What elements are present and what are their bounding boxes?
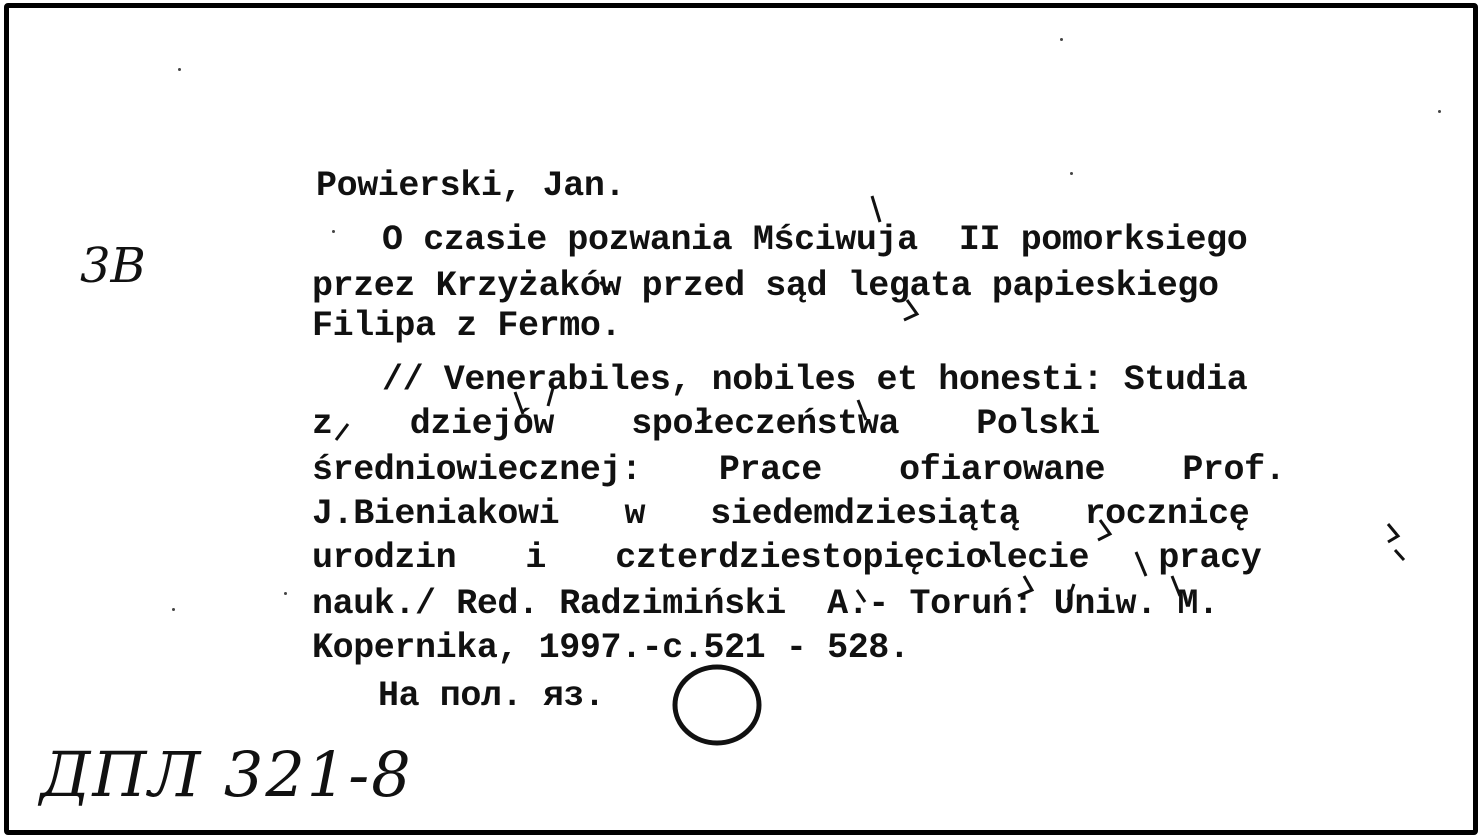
- source-line-7: Kopernika, 1997.-c.521 - 528.: [312, 628, 910, 668]
- language-note: На пол. яз.: [378, 676, 605, 716]
- speck: [332, 230, 335, 233]
- title-line-2: przez Krzyżaków przed sąd legata papieskiego: [312, 266, 1219, 306]
- source-line-3: średniowiecznej: Prace ofiarowane Prof.: [312, 450, 1286, 490]
- speck: [172, 608, 175, 611]
- source-line-1: // Venerabiles, nobiles et honesti: Studia: [382, 360, 1248, 400]
- source-line-4: J.Bieniakowi w siedemdziesiątą rocznicę: [312, 494, 1250, 534]
- title-line-3: Filipa z Fermo.: [312, 306, 622, 346]
- speck: [284, 592, 287, 595]
- source-line-5: urodzin i czterdziestopięciolecie pracy: [312, 538, 1262, 578]
- speck: [1060, 38, 1063, 41]
- source-line-2: z dziejów społeczeństwa Polski: [312, 404, 1100, 444]
- speck: [1438, 110, 1441, 113]
- speck: [178, 68, 181, 71]
- author-line: Powierski, Jan.: [316, 166, 626, 206]
- margin-code: 3В: [80, 238, 146, 294]
- speck: [1070, 172, 1073, 175]
- source-line-6: nauk./ Red. Radzimiński A.- Toruń: Uniw. M.: [312, 584, 1219, 624]
- shelf-mark: ДПЛ 321-8: [40, 738, 413, 811]
- title-line-1: O czasie pozwania Mściwuja II pomorksiego: [382, 220, 1248, 260]
